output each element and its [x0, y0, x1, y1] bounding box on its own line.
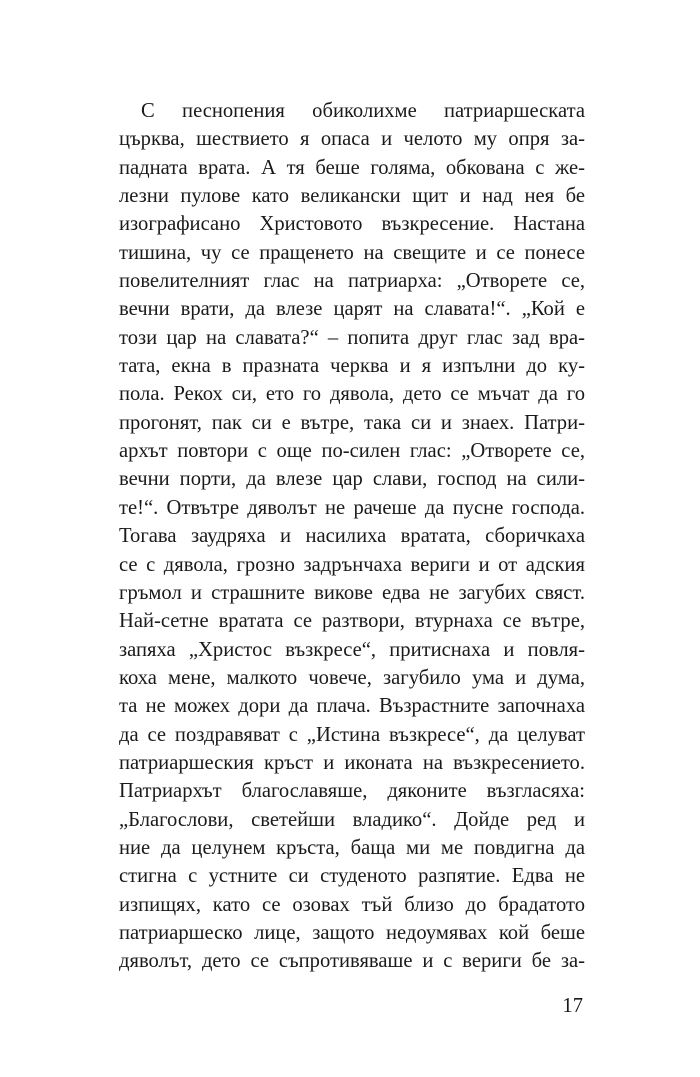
text-line: пола. Рекох си, ето го дявола, дето се мъчат да го: [119, 383, 585, 406]
text-line: патриаршеския кръст и иконата на възкресението.: [119, 751, 585, 774]
text-line: та не можех дори да плача. Възрастните започнаха: [119, 695, 585, 718]
text-line: патриаршеско лице, защото недоумявах кой беше: [119, 921, 585, 944]
text-line: вечни врати, да влезе царят на славата!“. „Кой е: [119, 298, 585, 321]
text-line: „Благослови, светейши владико“. Дойде ред и: [119, 808, 585, 831]
text-line: коха мене, малкото човече, загубило ума и дума,: [119, 666, 585, 689]
text-line: да се поздравяват с „Истина възкресе“, да целуват: [119, 723, 585, 746]
text-line: гръмол и страшните викове едва не загубих свяст.: [119, 581, 585, 604]
page-number: 17: [562, 995, 583, 1017]
text-line: падната врата. А тя беше голяма, обкована с же-: [119, 156, 585, 179]
text-line: повелителният глас на патриарха: „Отворете се,: [119, 270, 585, 293]
text-line: С песнопения обиколихме патриаршеската: [141, 100, 585, 122]
text-line: църква, шествието я опаса и челото му опря за-: [119, 128, 585, 151]
text-line: този цар на славата?“ – попита друг глас зад вра-: [119, 326, 585, 349]
text-line: архът повтори с още по-силен глас: „Отворете се,: [119, 440, 585, 463]
text-line: се с дявола, грозно задрънчаха вериги и от адския: [119, 553, 585, 576]
text-line: тата, екна в празната черква и я изпълни до ку-: [119, 355, 585, 378]
body-text: [119, 97, 585, 976]
text-line: ние да целунем кръста, баща ми ме повдигна да: [119, 836, 585, 859]
text-line: изографисано Христовото възкресение. Настана: [119, 213, 585, 236]
text-line: лезни пулове като великански щит и над нея бе: [119, 185, 585, 208]
text-line: дяволът, дето се съпротивяваше и с вериги бе за-: [119, 950, 585, 973]
text-line: вечни порти, да влезе цар слави, господ на сили-: [119, 468, 585, 491]
text-line: Патриархът благославяше, дяконите възгласяха:: [119, 780, 585, 803]
text-line: Тогава заудряха и насилиха вратата, сборичкаха: [119, 525, 585, 548]
text-line: тишина, чу се пращенето на свещите и се понесе: [119, 241, 585, 264]
text-line: Най-сетне вратата се разтвори, втурнаха се вътре,: [119, 610, 585, 633]
text-line: изпищях, като се озовах тъй близо до брадатото: [119, 893, 585, 916]
text-line: те!“. Отвътре дяволът не рачеше да пусне господа.: [119, 496, 585, 519]
text-line: прогонят, пак си е вътре, така си и знаех. Патри-: [119, 411, 585, 434]
text-line: запяха „Христос възкресе“, притиснаха и повля-: [119, 638, 585, 661]
text-line: стигна с устните си студеното разпятие. Едва не: [119, 865, 585, 888]
